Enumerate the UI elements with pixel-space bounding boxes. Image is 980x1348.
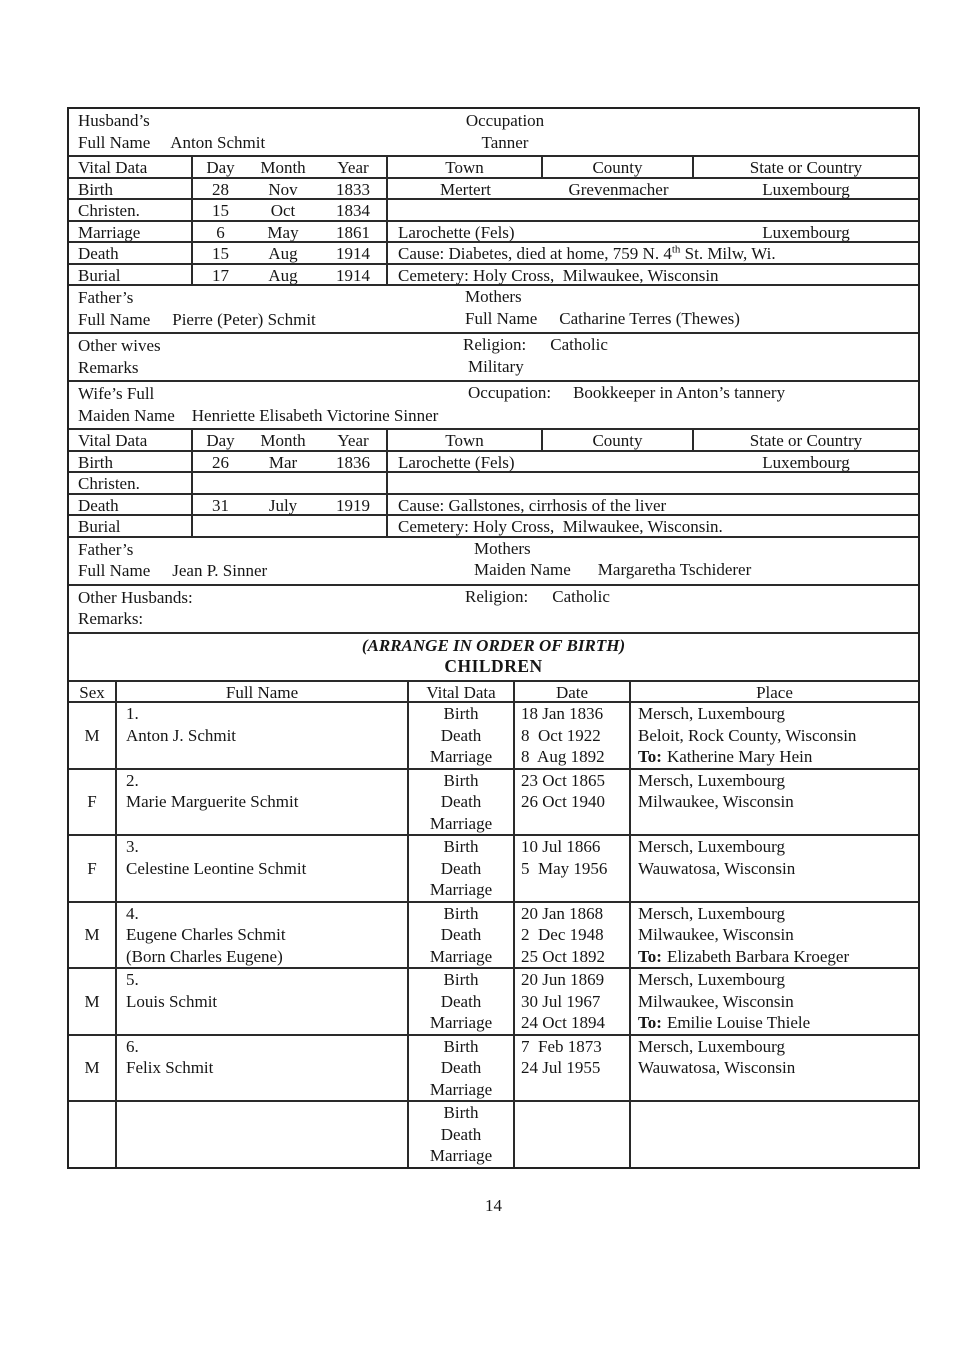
death-place: Wauwatosa, Wisconsin (638, 858, 796, 878)
marriage-state: Luxembourg (762, 222, 850, 242)
birth-county: Grevenmacher (568, 179, 669, 199)
birth-place: Mersch, Luxembourg (638, 1036, 785, 1056)
death-year: 1914 (336, 244, 370, 263)
spouse-name: Katherine Mary Hein (666, 747, 813, 766)
marriage-date (515, 879, 629, 901)
child-row-7-blank (69, 1102, 918, 1167)
child-name-extra (117, 1012, 407, 1034)
husband-birth-row (69, 179, 918, 201)
full-name-header: Full Name (115, 682, 407, 704)
birth-date: 23 Oct 1865 (521, 770, 606, 790)
birth-place: Mersch, Luxembourg (638, 770, 785, 790)
husband-marriage-row (69, 222, 918, 244)
child-number: 6. (126, 1036, 139, 1056)
marriage-place (631, 746, 918, 768)
death-place: Milwaukee, Wisconsin (638, 991, 794, 1011)
vital-label-marriage: Marriage (429, 813, 493, 833)
vital-label-death: Death (440, 1058, 482, 1077)
wife-burial-row (69, 516, 918, 538)
death-place: Beloit, Rock County, Wisconsin (638, 725, 857, 745)
marriage-year: 1861 (336, 222, 370, 242)
county-header: County (541, 430, 692, 452)
mother-label-line1: Mothers (474, 538, 531, 558)
vital-label-marriage: Marriage (429, 747, 493, 766)
death-day: 15 (212, 244, 229, 263)
child-name: Eugene Charles Schmit (126, 925, 286, 944)
death-date: 30 Jul 1967 (521, 991, 601, 1011)
death-place: Milwaukee, Wisconsin (638, 792, 794, 811)
birth-date: 7 Feb 1873 (521, 1036, 602, 1056)
birth-month: Mar (268, 452, 298, 472)
burial-year: 1914 (336, 265, 370, 285)
child-row-1 (69, 703, 918, 770)
child-name-extra: (Born Charles Eugene) (126, 946, 283, 966)
county-header: County (541, 157, 692, 179)
wife-religion-block (465, 586, 610, 608)
birth-state: Luxembourg (762, 452, 850, 472)
wife-occupation: Bookkeeper in Anton’s tannery (573, 383, 786, 402)
death-date: 8 Oct 1922 (521, 725, 601, 745)
marriage-place (631, 1079, 918, 1101)
wife-occupation-block (468, 382, 785, 404)
birth-label: Birth (78, 179, 113, 199)
month-header: Month (260, 431, 306, 450)
child-row-5 (69, 969, 918, 1036)
marriage-town: Larochette (Fels) (398, 222, 515, 242)
other-husbands-label: Other Husbands: (78, 587, 193, 607)
marriage-date (515, 1079, 629, 1101)
vital-label-marriage: Marriage (429, 1013, 493, 1032)
child-name: Celestine Leontine Schmit (126, 858, 307, 878)
vital-data-header: Vital Data (407, 682, 513, 704)
to-label: To: (638, 747, 662, 766)
husband-death-row (69, 243, 918, 265)
child-row-3 (69, 836, 918, 903)
death-day: 31 (212, 495, 229, 515)
marriage-place (631, 946, 918, 968)
birth-year: 1836 (336, 452, 370, 472)
wife-other-husbands-row (69, 586, 918, 634)
birth-place: Mersch, Luxembourg (638, 970, 785, 989)
military-label: Military (468, 356, 524, 376)
birth-place: Mersch, Luxembourg (638, 704, 785, 723)
vital-label-birth: Birth (443, 770, 479, 790)
marriage-label: Marriage (78, 222, 141, 242)
husband-vital-header (69, 157, 918, 179)
father-label-line2: Full Name (78, 309, 151, 329)
state-header: State or Country (692, 430, 918, 452)
birth-town: Mertert (440, 179, 491, 199)
burial-cemetery: Cemetery: Holy Cross, Milwaukee, Wisconsin. (386, 516, 918, 538)
wife-birth-row (69, 452, 918, 474)
child-name-extra (117, 813, 407, 835)
vital-label-marriage: Marriage (429, 880, 493, 899)
remarks-label: Remarks (78, 357, 139, 377)
vital-label-marriage: Marriage (429, 1079, 493, 1099)
death-date: 5 May 1956 (521, 858, 608, 878)
birth-place: Mersch, Luxembourg (638, 837, 785, 856)
mother-label-line1: Mothers (465, 287, 522, 306)
marriage-date: 25 Oct 1892 (521, 946, 606, 966)
wife-label-line2: Maiden Name (78, 405, 175, 425)
birth-day: 26 (212, 452, 229, 472)
child-number: 4. (126, 903, 139, 923)
state-header: State or Country (692, 157, 918, 179)
husband-religion-block (463, 334, 608, 377)
spouse-name: Emilie Louise Thiele (666, 1013, 811, 1032)
burial-cemetery: Cemetery: Holy Cross, Milwaukee, Wisconsin (386, 265, 918, 287)
wife-label-line1: Wife’s Full (78, 384, 155, 403)
vital-label-birth: Birth (443, 1036, 479, 1056)
child-row-4 (69, 903, 918, 970)
death-label: Death (78, 495, 119, 515)
death-year: 1919 (336, 495, 370, 515)
page-number: 14 (485, 1196, 502, 1215)
child-sex: M (84, 991, 100, 1011)
husband-religion: Catholic (550, 335, 608, 354)
death-month: Aug (268, 244, 298, 263)
town-header: Town (386, 157, 541, 179)
husband-name-row (69, 109, 918, 157)
town-header: Town (386, 430, 541, 452)
month-header: Month (260, 158, 306, 177)
child-row-2 (69, 770, 918, 837)
death-cause: Cause: Diabetes, died at home, 759 N. 4th St. Milw, Wi. (386, 243, 918, 265)
wife-father-name: Jean P. Sinner (172, 561, 268, 580)
marriage-date (515, 813, 629, 835)
death-place: Milwaukee, Wisconsin (638, 925, 794, 944)
vital-label-marriage: Marriage (429, 946, 493, 966)
husband-christen-row (69, 200, 918, 222)
vital-label-death: Death (440, 792, 482, 811)
sex-header: Sex (79, 682, 105, 702)
child-name-extra (117, 879, 407, 901)
birth-month: Nov (268, 179, 298, 199)
vital-label-birth: Birth (443, 903, 479, 923)
marriage-place (631, 879, 918, 901)
father-label-line2: Full Name (78, 561, 151, 580)
husband-burial-row (69, 265, 918, 287)
marriage-date: 24 Oct 1894 (521, 1013, 606, 1032)
husband-name: Anton Schmit (170, 132, 266, 152)
birth-place: Mersch, Luxembourg (638, 903, 785, 923)
child-number: 1. (126, 704, 139, 723)
remarks-label: Remarks: (78, 609, 144, 628)
wife-religion: Catholic (552, 586, 610, 606)
birth-year: 1833 (336, 179, 370, 199)
death-month: July (268, 495, 298, 515)
children-table-header (69, 682, 918, 704)
vital-label-death: Death (440, 925, 482, 944)
child-name: Anton J. Schmit (126, 725, 237, 745)
child-sex: M (84, 1058, 100, 1078)
christen-month: Oct (270, 201, 296, 220)
family-group-sheet-table (67, 107, 920, 1169)
father-label-line1: Father’s (78, 288, 134, 307)
child-name: Louis Schmit (126, 991, 218, 1011)
spouse-name: Elizabeth Barbara Kroeger (666, 946, 850, 966)
marriage-day: 6 (216, 222, 225, 242)
husband-label-line2: Full Name (78, 132, 151, 152)
vital-label-death: Death (440, 858, 482, 878)
occupation-label: Occupation (465, 111, 545, 130)
child-number: 3. (126, 837, 139, 856)
ordinal-superscript: th (671, 243, 681, 256)
wife-christen-row (69, 473, 918, 495)
vital-label-birth: Birth (443, 837, 479, 856)
wife-mother-name: Margaretha Tschiderer (597, 560, 752, 579)
burial-label: Burial (78, 265, 121, 285)
birth-date: 20 Jun 1869 (521, 970, 605, 989)
husband-occupation: Tanner (481, 132, 529, 152)
christen-year: 1834 (336, 201, 370, 220)
death-label: Death (78, 244, 119, 263)
child-number: 5. (126, 970, 139, 989)
father-label-line1: Father’s (78, 539, 134, 559)
vital-data-header: Vital Data (78, 158, 148, 177)
child-name: Marie Marguerite Schmit (126, 792, 299, 811)
wife-occupation-label: Occupation: (468, 383, 552, 402)
birth-date: 10 Jul 1866 (521, 837, 601, 856)
birth-date: 18 Jan 1836 (521, 704, 604, 723)
marriage-place (631, 813, 918, 835)
year-header: Year (337, 158, 369, 177)
death-date: 26 Oct 1940 (521, 792, 606, 811)
mother-label-line2: Maiden Name (474, 560, 571, 579)
burial-label: Burial (78, 517, 121, 536)
child-name-extra (117, 1079, 407, 1101)
vital-label-birth: Birth (443, 970, 479, 989)
child-sex: M (84, 725, 100, 745)
vital-data-header: Vital Data (78, 431, 148, 450)
religion-label: Religion: (463, 335, 527, 354)
vital-label-death: Death (440, 1124, 482, 1144)
death-date: 24 Jul 1955 (521, 1058, 601, 1077)
arrange-in-order-note: (ARRANGE IN ORDER OF BIRTH) (361, 635, 626, 655)
wife-mother-block (474, 538, 751, 581)
husband-other-wives-row (69, 334, 918, 382)
child-row-6 (69, 1036, 918, 1103)
husband-mother-name: Catharine Terres (Thewes) (559, 308, 740, 328)
child-sex: F (87, 858, 97, 878)
day-header: Day (206, 431, 235, 450)
birth-label: Birth (78, 452, 113, 472)
child-number: 2. (126, 770, 139, 790)
christen-day: 15 (212, 201, 229, 220)
day-header: Day (206, 158, 235, 177)
marriage-date: 8 Aug 1892 (521, 747, 605, 766)
child-name: Felix Schmit (126, 1058, 214, 1077)
christen-label: Christen. (78, 474, 140, 493)
vital-label-death: Death (440, 725, 482, 745)
husband-occupation-block (466, 110, 544, 153)
to-label: To: (638, 1013, 662, 1032)
children-title: CHILDREN (444, 656, 543, 676)
wife-name: Henriette Elisabeth Victorine Sinner (191, 405, 439, 425)
death-place: Wauwatosa, Wisconsin (638, 1058, 796, 1077)
year-header: Year (337, 431, 369, 450)
wife-name-row (69, 382, 918, 430)
husband-mother-block (465, 286, 740, 329)
husband-father-name: Pierre (Peter) Schmit (172, 309, 316, 329)
vital-label-marriage: Marriage (429, 1146, 493, 1165)
death-date: 2 Dec 1948 (521, 925, 604, 944)
husband-parents-row (69, 286, 918, 334)
children-title-row (69, 634, 918, 682)
other-wives-label: Other wives (78, 336, 161, 355)
mother-label-line2: Full Name (465, 308, 538, 328)
child-sex: F (87, 792, 97, 812)
christen-label: Christen. (78, 201, 140, 220)
wife-parents-row (69, 538, 918, 586)
vital-label-birth: Birth (443, 704, 479, 723)
to-label: To: (638, 946, 662, 966)
birth-day: 28 (212, 179, 229, 199)
marriage-place (631, 1012, 918, 1034)
burial-day: 17 (212, 265, 229, 285)
vital-label-birth: Birth (443, 1103, 479, 1122)
place-header: Place (629, 682, 918, 704)
husband-label-line1: Husband’s (78, 111, 150, 130)
vital-label-death: Death (440, 991, 482, 1011)
wife-vital-header (69, 430, 918, 452)
child-sex: M (84, 925, 100, 945)
date-header: Date (513, 682, 629, 704)
marriage-month: May (267, 222, 299, 242)
child-name-extra (117, 746, 407, 768)
wife-death-row (69, 495, 918, 517)
birth-date: 20 Jan 1868 (521, 903, 604, 923)
birth-town: Larochette (Fels) (398, 452, 515, 472)
birth-state: Luxembourg (762, 179, 850, 199)
religion-label: Religion: (465, 586, 529, 606)
burial-month: Aug (268, 265, 298, 285)
death-cause: Cause: Gallstones, cirrhosis of the liver (386, 495, 918, 517)
